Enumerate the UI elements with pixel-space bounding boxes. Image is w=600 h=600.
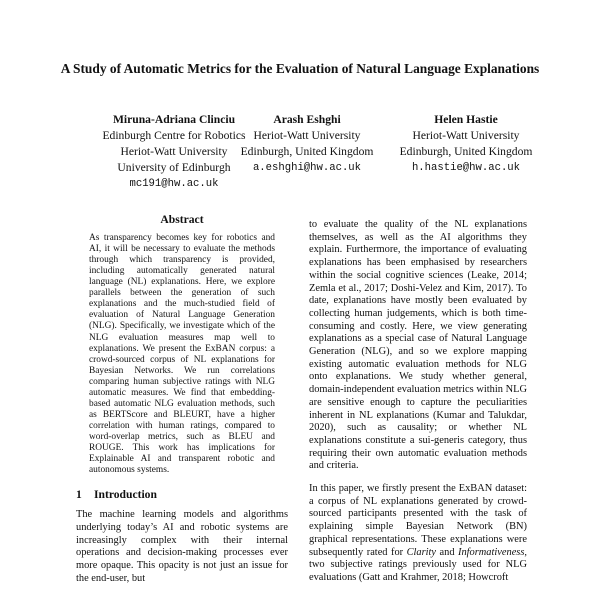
author-affiliation: Heriot-Watt University — [412, 129, 520, 142]
paragraph-text: , two subjective ratings previously used for NLG evaluations (Gatt and Krahmer, 2018; Howcroft — [309, 546, 527, 583]
author-affiliation: Edinburgh, United Kingdom — [240, 145, 374, 158]
body-paragraph — [309, 483, 527, 585]
author-email: a.eshghi@hw.ac.uk — [252, 162, 362, 174]
paragraph-text: and — [436, 546, 459, 558]
author-name: Miruna-Adriana Clinciu — [112, 113, 236, 126]
author-block-2 — [222, 112, 392, 176]
emphasis-clarity: Clarity — [406, 546, 437, 558]
author-affiliation: Edinburgh, United Kingdom — [399, 145, 533, 158]
author-affiliation: Edinburgh Centre for Robotics — [102, 129, 246, 142]
author-affiliation: University of Edinburgh — [117, 161, 231, 174]
author-affiliation: Heriot-Watt University — [120, 145, 228, 158]
body-paragraph: to evaluate the quality of the NL explanations themselves, as well as the AI algorithms they explain. Furthermore, the importance of evaluating explanations has been emphasised by researchers within the social cognitive sciences (Leake, 2014; Zemla et al., 2017; Doshi-Velez and Kim, 2017). To date, explanations have mostly been evaluated by collecting human judgements, which is both time-consuming and costly. Here, we view generating explanations as a special case of Natural Language Generation (NLG), and so we explore mapping existing automatic evaluation methods for NLG onto explanations. We study whether general, domain-independent evaluation metrics within NLG are sensitive enough to capture the peculiarities inherent in NL explanations (Kumar and Talukdar, 2020), such as causality; or whether NL explanations constitute a sui-generis category, thus requiring their own automatic evaluation methods and criteria. — [309, 219, 527, 472]
abstract-heading: Abstract — [160, 213, 204, 226]
section-heading — [76, 489, 275, 501]
paper-title: A Study of Automatic Metrics for the Evaluation of Natural Language Explanations — [60, 61, 540, 76]
author-name: Helen Hastie — [434, 113, 498, 126]
paragraph-text: In this paper, we firstly present the ExBAN dataset: a corpus of NL explanations generated by crowd-sourced participants presented with the task of explaining simple Bayesian Network (BN) graphical representations. These explanations were subsequently rated for — [309, 483, 527, 558]
section-number: 1 — [76, 488, 82, 502]
author-block-3 — [378, 112, 554, 176]
abstract-text: As transparency becomes key for robotics and AI, it will be necessary to evaluate the methods through which transparency is provided, including automatically generated natural language (NL) explanations. Here, we explore parallels between the generation of such explanations and the much-studied field of evaluation of Natural Language Generation (NLG). Specifically, we investigate which of the NLG evaluation measures map well to explanations. We present the ExBAN corpus: a crowd-sourced corpus of NL explanations for Bayesian Networks. We run correlations comparing human subjective ratings with NLG automatic measures. We find that embedding-based automatic NLG evaluation methods, such as BERTScore and BLEURT, have a higher correlation with human ratings, compared to word-overlap metrics, such as BLEU and ROUGE. This work has implications for Explainable AI and transparent robotic and autonomous systems. — [89, 233, 275, 476]
author-email: h.hastie@hw.ac.uk — [411, 162, 521, 174]
left-column — [76, 213, 288, 585]
author-email: mc191@hw.ac.uk — [129, 178, 219, 190]
author-affiliation: Heriot-Watt University — [253, 129, 361, 142]
section-title: Introduction — [94, 488, 157, 502]
intro-paragraph: The machine learning models and algorithms underlying today’s AI and robotic systems are increasingly complex with their internal operations and decision-making processes ever more opaque. This opacity is not just an issue for the end-user, but — [76, 509, 288, 584]
author-name: Arash Eshghi — [273, 113, 341, 126]
right-column — [309, 219, 527, 585]
emphasis-informativeness: Informativeness — [458, 546, 525, 558]
